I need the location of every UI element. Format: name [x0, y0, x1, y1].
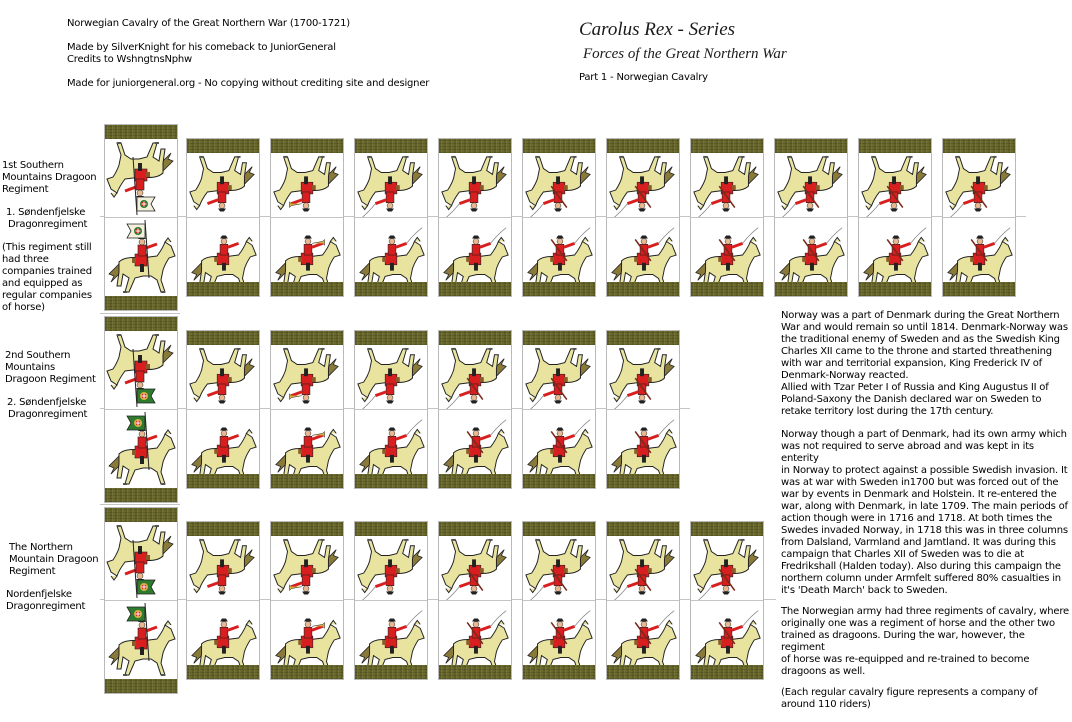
standard-bearer-figure[interactable] — [104, 124, 178, 311]
cavalry-figure-icon — [691, 153, 763, 217]
ground-stripe — [607, 522, 679, 536]
ground-stripe — [439, 282, 511, 296]
cavalry-figure-icon — [271, 153, 343, 217]
cavalry-figure-card[interactable] — [438, 330, 512, 489]
cavalry-figure-icon — [187, 536, 259, 600]
ground-stripe — [523, 474, 595, 488]
cavalry-figure-icon — [943, 153, 1015, 217]
ground-stripe — [523, 331, 595, 345]
regiment-label-1: 1st Southern Mountains Dragoon Regiment 1. Søndenfjelske Dragonregiment (This regiment still had three companies trained and equipped as regular companies of horse) — [2, 160, 97, 313]
ground-stripe — [523, 139, 595, 153]
ground-stripe — [943, 282, 1015, 296]
cavalry-figure-icon — [607, 153, 679, 217]
cavalry-figure-icon — [187, 601, 259, 665]
cavalry-figure-icon — [523, 536, 595, 600]
cavalry-figure-card[interactable] — [354, 138, 428, 297]
standard-bearer-icon — [105, 601, 177, 679]
cavalry-figure-card[interactable] — [270, 330, 344, 489]
cavalry-figure-icon — [607, 601, 679, 665]
standard-bearer-icon — [105, 522, 177, 600]
ground-stripe — [355, 331, 427, 345]
ground-stripe — [607, 282, 679, 296]
cavalry-figure-card[interactable] — [690, 521, 764, 680]
ground-stripe — [859, 139, 931, 153]
cavalry-figure-card[interactable] — [942, 138, 1016, 297]
cavalry-figure-icon — [439, 218, 511, 282]
ground-stripe — [105, 317, 177, 331]
ground-stripe — [271, 665, 343, 679]
ground-stripe — [943, 139, 1015, 153]
standard-bearer-figure[interactable] — [104, 316, 178, 503]
sheet-title: Norwegian Cavalry of the Great Northern War (1700-1721) — [67, 18, 350, 29]
cavalry-figure-icon — [691, 536, 763, 600]
standard-bearer-icon — [105, 331, 177, 409]
ground-stripe — [691, 139, 763, 153]
regiment-note: (This regiment still had three companies trained and equipped as regular companies of horse) — [2, 242, 92, 313]
cut-line — [100, 504, 180, 505]
history-paragraph-2: Norway though a part of Denmark, had its own army which was not required to serve abroad and was kept in its enterity in Norway to protect against a possible Swedish invasion. It was at war with Sweden in1700 but was forced out of the war by events in Denmark and Holstein. It re-entered the war, along with Denmark, in late 1709. The main periods of action though were in 1716 and 1718. At both times the Swedes invaded Norway, in 1718 this was in three columns from Dalsland, Varmland and Jamtland. It was during this campaign that Charles XII of Sweden was to die at Fredrikshall (Halden today). Also during this campaign the northern column under Armfelt suffered 80% casualties in it's 'Death March' back to Sweden. — [781, 429, 1068, 596]
ground-stripe — [439, 522, 511, 536]
history-paragraph-3: The Norwegian army had three regiments of cavalry, where originally one was a regiment of horse and the other two trained as dragoons. During the war, however, the regiment of horse was re-equipped and re-trained to become dragoons as well. — [781, 606, 1069, 677]
cavalry-figure-icon — [187, 153, 259, 217]
ground-stripe — [607, 139, 679, 153]
cavalry-figure-card[interactable] — [522, 330, 596, 489]
cavalry-figure-card[interactable] — [186, 521, 260, 680]
cavalry-figure-icon — [523, 153, 595, 217]
ground-stripe — [607, 665, 679, 679]
ground-stripe — [187, 331, 259, 345]
cavalry-figure-icon — [439, 153, 511, 217]
copyright-notice: Made for juniorgeneral.org - No copying without crediting site and designer — [67, 78, 430, 89]
cavalry-figure-icon — [271, 218, 343, 282]
cavalry-figure-icon — [523, 218, 595, 282]
cavalry-figure-card[interactable] — [354, 521, 428, 680]
cavalry-figure-card[interactable] — [522, 138, 596, 297]
cavalry-figure-icon — [187, 218, 259, 282]
standard-bearer-icon — [105, 139, 177, 217]
cavalry-figure-icon — [439, 601, 511, 665]
cavalry-figure-icon — [607, 218, 679, 282]
cavalry-figure-icon — [691, 601, 763, 665]
cavalry-figure-icon — [775, 153, 847, 217]
cavalry-figure-icon — [271, 536, 343, 600]
regiment-native-name: 1. Søndenfjelske — [6, 207, 86, 218]
cavalry-figure-icon — [439, 345, 511, 409]
ground-stripe — [355, 522, 427, 536]
cavalry-figure-card[interactable] — [522, 521, 596, 680]
history-text — [781, 310, 1071, 722]
ground-stripe — [105, 296, 177, 310]
ground-stripe — [439, 139, 511, 153]
cavalry-figure-icon — [187, 410, 259, 474]
cavalry-figure-icon — [355, 536, 427, 600]
cavalry-figure-icon — [439, 410, 511, 474]
history-paragraph-4: (Each regular cavalry figure represents a company of around 110 riders) — [781, 687, 1038, 710]
ground-stripe — [271, 139, 343, 153]
standard-bearer-figure[interactable] — [104, 507, 178, 694]
ground-stripe — [187, 522, 259, 536]
cavalry-figure-card[interactable] — [354, 330, 428, 489]
regiment-native-name: Nordenfjelske — [6, 589, 72, 600]
regiment-native-name: 2. Søndenfjelske — [7, 397, 87, 408]
ground-stripe — [105, 508, 177, 522]
cavalry-figure-icon — [355, 601, 427, 665]
ground-stripe — [271, 331, 343, 345]
cavalry-figure-icon — [523, 601, 595, 665]
cavalry-figure-card[interactable] — [186, 138, 260, 297]
ground-stripe — [691, 665, 763, 679]
credit-line: Made by SilverKnight for his comeback to JuniorGeneral — [67, 42, 336, 53]
credit-line: Credits to WshngtnsNphw — [67, 54, 193, 65]
cavalry-figure-icon — [355, 345, 427, 409]
cavalry-figure-icon — [523, 345, 595, 409]
ground-stripe — [523, 522, 595, 536]
ground-stripe — [187, 665, 259, 679]
cavalry-figure-card[interactable] — [270, 521, 344, 680]
ground-stripe — [355, 665, 427, 679]
standard-bearer-icon — [105, 410, 177, 488]
cavalry-figure-card[interactable] — [774, 138, 848, 297]
cavalry-figure-card[interactable] — [690, 138, 764, 297]
regiment-label-3: The Northern Mountain Dragoon Regiment Nordenfjelske Dragonregiment — [9, 542, 105, 613]
cavalry-figure-card[interactable] — [606, 330, 680, 489]
series-title: Carolus Rex - Series — [579, 19, 736, 40]
ground-stripe — [775, 139, 847, 153]
cut-line — [100, 313, 180, 314]
ground-stripe — [355, 474, 427, 488]
cavalry-figure-icon — [187, 345, 259, 409]
ground-stripe — [271, 474, 343, 488]
ground-stripe — [105, 125, 177, 139]
cavalry-figure-icon — [355, 218, 427, 282]
ground-stripe — [187, 474, 259, 488]
cavalry-figure-card[interactable] — [438, 138, 512, 297]
ground-stripe — [271, 522, 343, 536]
history-paragraph-1: Norway was a part of Denmark during the Great Northern War and would remain so until 1814. Denmark-Norway was the traditional enemy of Sweden and as the Swedish King Charles XII came to the throne and started threathening with war and territorial expansion, King Frederick IV of Denmark-Norway reacted. Allied with Tzar Peter I of Russia and King Augustus II of Poland-Saxony the Danish declared war on Sweden to retake territory lost during the 17th century. — [781, 310, 1068, 417]
ground-stripe — [607, 331, 679, 345]
cavalry-figure-card[interactable] — [186, 330, 260, 489]
cavalry-figure-icon — [859, 218, 931, 282]
ground-stripe — [691, 522, 763, 536]
ground-stripe — [439, 665, 511, 679]
ground-stripe — [523, 665, 595, 679]
ground-stripe — [607, 474, 679, 488]
cavalry-figure-icon — [523, 410, 595, 474]
ground-stripe — [105, 488, 177, 502]
cavalry-figure-card[interactable] — [606, 138, 680, 297]
cavalry-figure-card[interactable] — [438, 521, 512, 680]
cavalry-figure-icon — [271, 601, 343, 665]
cavalry-figure-icon — [691, 218, 763, 282]
ground-stripe — [439, 474, 511, 488]
cavalry-figure-icon — [355, 410, 427, 474]
cavalry-figure-card[interactable] — [270, 138, 344, 297]
cavalry-figure-icon — [859, 153, 931, 217]
ground-stripe — [187, 139, 259, 153]
cavalry-figure-icon — [271, 410, 343, 474]
ground-stripe — [775, 282, 847, 296]
ground-stripe — [105, 679, 177, 693]
cavalry-figure-icon — [943, 218, 1015, 282]
ground-stripe — [439, 331, 511, 345]
ground-stripe — [691, 282, 763, 296]
regiment-label-2: 2nd Southern Mountains Dragoon Regiment 2. Søndenfjelske Dragonregiment — [5, 350, 101, 421]
cavalry-figure-icon — [271, 345, 343, 409]
cavalry-figure-card[interactable] — [606, 521, 680, 680]
cavalry-figure-icon — [607, 345, 679, 409]
standard-bearer-icon — [105, 218, 177, 296]
ground-stripe — [355, 139, 427, 153]
cavalry-figure-icon — [439, 536, 511, 600]
cavalry-figure-icon — [607, 410, 679, 474]
cavalry-figure-icon — [355, 153, 427, 217]
ground-stripe — [523, 282, 595, 296]
series-subtitle: Forces of the Great Northern War — [583, 46, 787, 62]
ground-stripe — [271, 282, 343, 296]
part-label: Part 1 - Norwegian Cavalry — [579, 72, 708, 83]
cavalry-figure-icon — [775, 218, 847, 282]
ground-stripe — [355, 282, 427, 296]
cavalry-figure-icon — [607, 536, 679, 600]
ground-stripe — [187, 282, 259, 296]
ground-stripe — [859, 282, 931, 296]
cavalry-figure-card[interactable] — [858, 138, 932, 297]
